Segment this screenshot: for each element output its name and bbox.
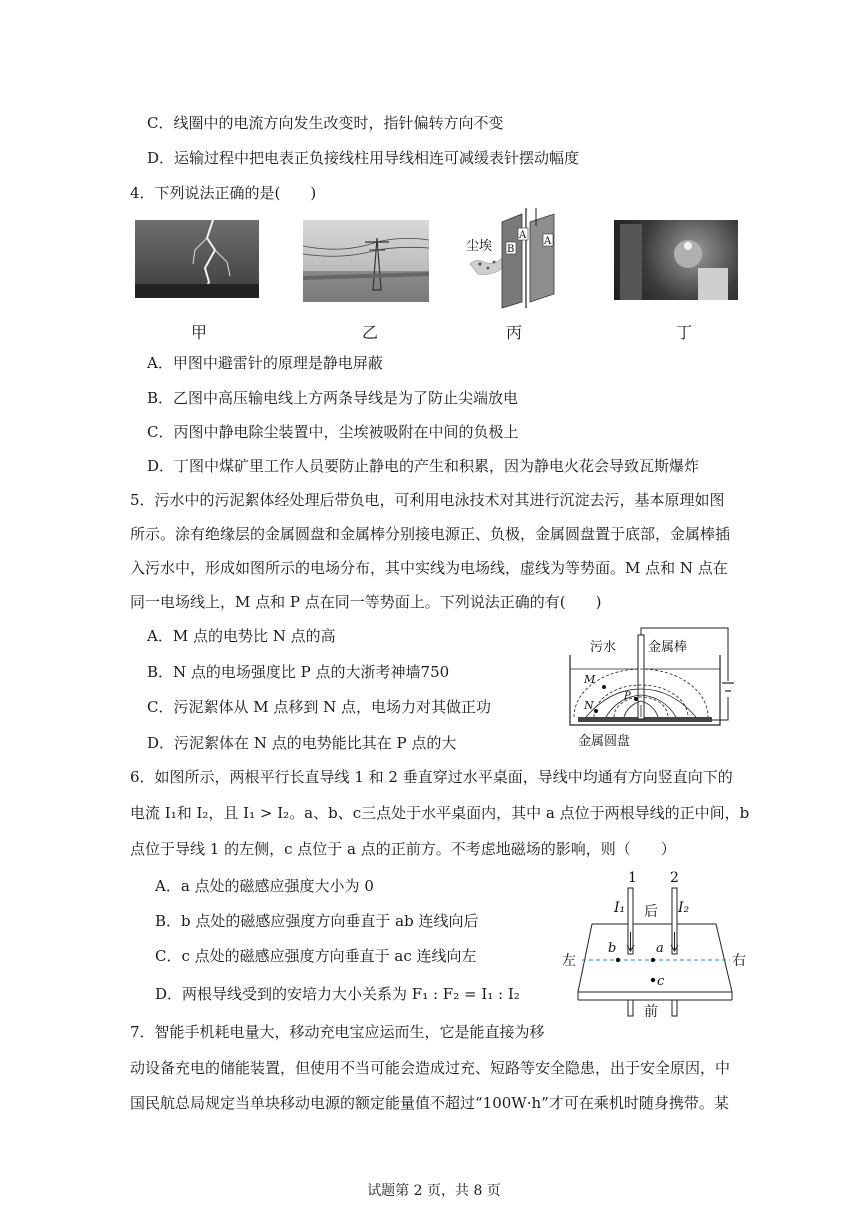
precipitator-diagram xyxy=(458,208,578,314)
dust-label: 尘埃 xyxy=(466,239,493,254)
power-line-photo xyxy=(303,220,429,302)
q6-option-c: C．c 点处的磁感应强度方向垂直于 ac 连线向左 xyxy=(155,947,477,965)
q5-option-d: D．污泥絮体在 N 点的电势能比其在 P 点的大 xyxy=(147,734,457,752)
left-label: 左 xyxy=(562,953,576,969)
current-i1-label: I₁ xyxy=(614,900,626,916)
point-m-label: M xyxy=(584,673,596,686)
front-label: 前 xyxy=(644,1004,658,1020)
q7-line-3: 国民航总局规定当单块移动电源的额定能量值不超过“100W·h”才可在乘机时随身携带。某 xyxy=(130,1094,729,1112)
disc-label: 金属圆盘 xyxy=(578,734,631,749)
point-c-label: c xyxy=(657,974,665,989)
wire-1-label: 1 xyxy=(628,870,637,886)
wire-b-label: B xyxy=(507,244,515,255)
point-n-label: N xyxy=(584,699,594,712)
page-footer: 试题第 2 页，共 8 页 xyxy=(367,1183,501,1199)
q6-option-a: A．a 点处的磁感应强度大小为 0 xyxy=(155,877,374,895)
q7-line-1: 7．智能手机耗电量大，移动充电宝应运而生，它是能直接为移 xyxy=(130,1023,545,1041)
right-label: 右 xyxy=(732,953,746,969)
back-label: 后 xyxy=(644,904,658,920)
point-p-label: P xyxy=(624,691,631,702)
q3-option-c: C．线圈中的电流方向发生改变时，指针偏转方向不变 xyxy=(147,114,504,132)
q6-line-1: 6．如图所示，两根平行长直导线 1 和 2 垂直穿过水平桌面，导线中均通有方向竖直向下的 xyxy=(130,768,733,786)
point-a-label: a xyxy=(656,941,664,956)
q5-line-3: 入污水中，形成如图所示的电场分布，其中实线为电场线，虚线为等势面。M 点和 N 点在 xyxy=(130,559,728,577)
electrophoresis-diagram xyxy=(560,625,746,750)
water-label: 污水 xyxy=(590,640,617,655)
q5-line-1: 5．污水中的污泥絮体经处理后带负电，可利用电泳技术对其进行沉淀去污，基本原理如图 xyxy=(130,491,725,509)
q4-option-d: D．丁图中煤矿里工作人员要防止静电的产生和积累，因为静电火花会导致瓦斯爆炸 xyxy=(147,457,700,475)
coal-mine-photo xyxy=(614,220,738,300)
caption-ding: 丁 xyxy=(676,323,693,342)
plate-a2-label: A xyxy=(544,236,552,247)
q6-option-b: B．b 点处的磁感应强度方向垂直于 ab 连线向后 xyxy=(155,912,479,930)
rod-label: 金属棒 xyxy=(648,640,688,655)
wire-2-label: 2 xyxy=(670,870,679,886)
caption-jia: 甲 xyxy=(191,323,208,342)
q5-line-4: 同一电场线上，M 点和 P 点在同一等势面上。下列说法正确的有( ) xyxy=(130,593,602,611)
lightning-photo xyxy=(135,220,259,298)
q3-option-d: D．运输过程中把电表正负接线柱用导线相连可减缓表针摆动幅度 xyxy=(147,149,580,167)
q6-line-2: 电流 I₁和 I₂，且 I₁ > I₂。a、b、c三点处于水平桌面内，其中 a 点位于两根导线的正中间，b xyxy=(130,804,750,822)
point-b-label: b xyxy=(608,941,617,956)
q6-line-3: 点位于导线 1 的左侧，c 点位于 a 点的正前方。不考虑地磁场的影响，则（ ） xyxy=(130,840,676,858)
q5-option-a: A．M 点的电势比 N 点的高 xyxy=(147,627,336,645)
q5-option-b: B．N 点的电场强度比 P 点的大浙考神墙750 xyxy=(147,663,450,681)
q4-option-c: C．丙图中静电除尘装置中，尘埃被吸附在中间的负极上 xyxy=(147,423,519,441)
q4-option-b: B．乙图中高压输电线上方两条导线是为了防止尖端放电 xyxy=(147,389,519,407)
q4-option-a: A．甲图中避雷针的原理是静电屏蔽 xyxy=(147,354,383,372)
q5-line-2: 所示。涂有绝缘层的金属圆盘和金属棒分别接电源正、负极，金属圆盘置于底部，金属棒插 xyxy=(130,525,731,543)
parallel-wires-diagram xyxy=(556,866,756,1022)
plate-a1-label: A xyxy=(519,230,527,241)
current-i2-label: I₂ xyxy=(678,900,690,916)
q4-stem: 4．下列说法正确的是( ) xyxy=(130,184,317,202)
q5-option-c: C．污泥絮体从 M 点移到 N 点，电场力对其做正功 xyxy=(147,698,492,716)
q6-option-d: D．两根导线受到的安培力大小关系为 F₁ : F₂ = I₁ : I₂ xyxy=(155,985,520,1003)
q7-line-2: 动设备充电的储能装置，但使用不当可能会造成过充、短路等安全隐患，出于安全原因，中 xyxy=(130,1059,731,1077)
caption-yi: 乙 xyxy=(362,323,379,342)
caption-bing: 丙 xyxy=(506,323,523,342)
